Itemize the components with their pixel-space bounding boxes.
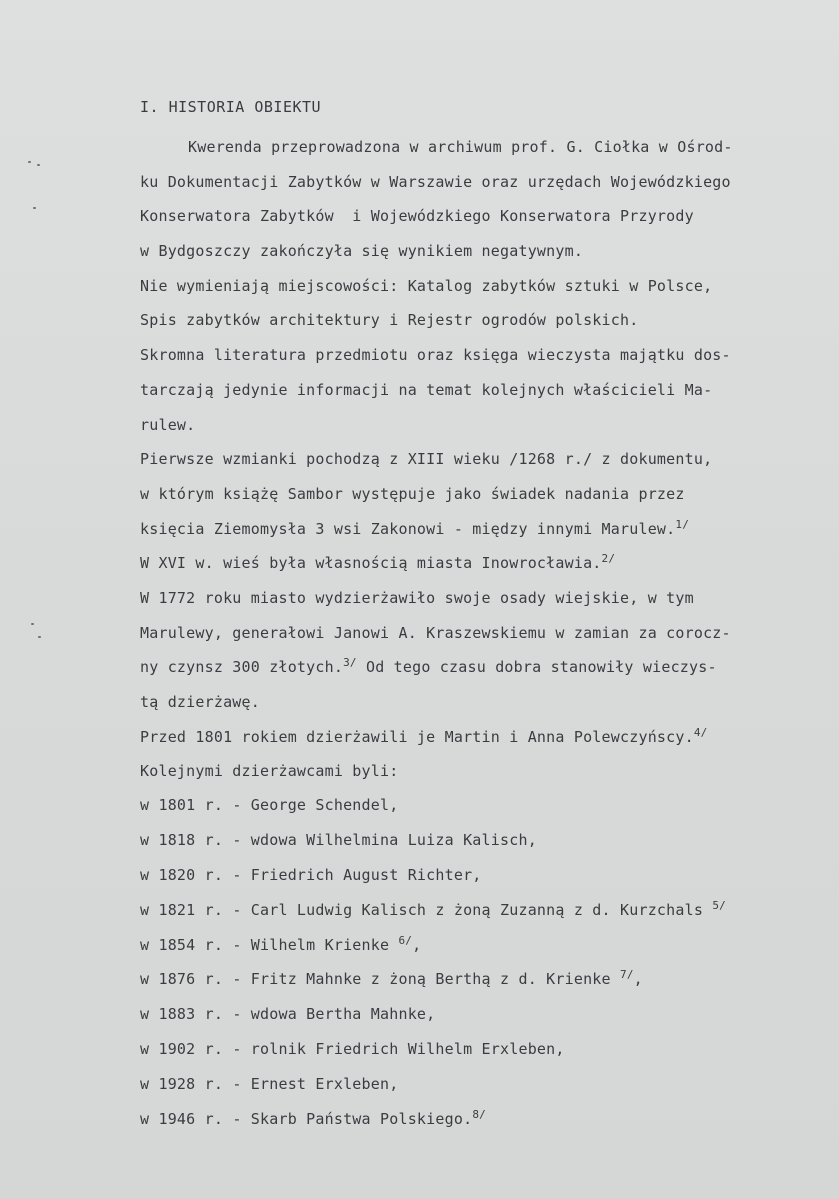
tenant-entry: w 1854 r. - Wilhelm Krienke $^{6/}$, xyxy=(140,933,422,954)
text-line: Skromna literatura przedmiotu oraz księga wieczysta majątku dos- xyxy=(140,346,731,365)
entry-text: - Fritz Mahnke z żoną Berthą z d. Krienke xyxy=(232,970,611,989)
footnote-ref: 3/ xyxy=(343,656,357,670)
entry-year: w 1820 r. xyxy=(140,865,224,884)
footnote-ref: 1/ xyxy=(675,517,690,531)
text-line: Spis zabytków architektury i Rejestr ogrodów polskich. xyxy=(140,311,639,330)
entry-text: - wdowa Bertha Mahnke, xyxy=(232,1005,436,1024)
footnote-ref: 5/ xyxy=(712,898,726,912)
entry-year: w 1876 r. xyxy=(140,970,224,989)
footnote-ref: 7/ xyxy=(620,968,634,982)
footnote-ref: 4/ xyxy=(693,725,708,739)
text-line: tą dzierżawę. xyxy=(140,693,260,711)
footnote-ref: 8/ xyxy=(472,1108,486,1122)
text-line: Nie wymieniają miejscowości: Katalog zabytków sztuki w Polsce, xyxy=(140,276,713,295)
footnote-ref: 2/ xyxy=(601,552,616,566)
entry-text: - Ernest Erxleben, xyxy=(232,1075,399,1094)
entry-year: w 1928 r. xyxy=(140,1075,224,1094)
entry-year: w 1902 r. xyxy=(140,1040,224,1059)
tenant-list xyxy=(140,788,830,1137)
text-line: Marulewy, generałowi Janowi A. Kraszewskiemu w zamian za corocz- xyxy=(140,623,731,642)
tenant-entry xyxy=(140,788,830,823)
entry-text: - Carl Ludwig Kalisch z żoną Zuzanną z d. Kurzchals xyxy=(232,900,704,919)
entry-year: w 1818 r. xyxy=(140,830,224,849)
entry-text: - George Schendel, xyxy=(232,796,399,814)
entry-text: - Wilhelm Krienke xyxy=(232,935,390,954)
tenant-entry xyxy=(140,893,830,928)
margin-mark xyxy=(37,164,40,166)
text-line: ku Dokumentacji Zabytków w Warszawie oraz urzędach Wojewódzkiego xyxy=(140,172,731,191)
margin-mark xyxy=(33,207,36,209)
text-line: w którym książę Sambor występuje jako świadek nadania przez xyxy=(140,484,685,503)
tenant-entry xyxy=(140,1032,830,1067)
entry-year: w 1946 r. xyxy=(140,1110,224,1129)
text-line: W XVI w. wieś była własnością miasta Inowrocławia.$^{2/}$ xyxy=(140,552,616,573)
tenant-entry xyxy=(140,997,830,1032)
footnote-ref: 6/ xyxy=(398,933,413,947)
tenant-entry xyxy=(140,1102,830,1137)
tenant-entry xyxy=(140,858,830,893)
entry-text: - wdowa Wilhelmina Luiza Kalisch, xyxy=(232,830,537,849)
entry-text: - Friedrich August Richter, xyxy=(232,865,482,884)
text-line: Kwerenda przeprowadzona w archiwum prof. G. Ciołka w Ośrod- xyxy=(188,138,733,156)
text-line: tarczają jedynie informacji na temat kolejnych właścicieli Ma- xyxy=(140,380,713,399)
margin-mark xyxy=(31,623,34,625)
body-text xyxy=(140,130,820,789)
text-line: Przed 1801 rokiem dzierżawili je Martin i Anna Polewczyńscy.$^{4/}$ xyxy=(140,725,708,746)
text-line: Konserwatora Zabytków i Wojewódzkiego Konserwatora Przyrody xyxy=(140,207,694,226)
entry-year: w 1801 r. xyxy=(140,796,224,814)
entry-text: - rolnik Friedrich Wilhelm Erxleben, xyxy=(232,1040,565,1059)
tenant-entry xyxy=(140,823,830,858)
entry-text: - Skarb Państwa Polskiego. xyxy=(232,1110,473,1129)
text-line: w Bydgoszczy zakończyła się wynikiem negatywnym. xyxy=(140,242,584,261)
text-line: ny czynsz 300 złotych.$^{3/}$ Od tego czasu dobra stanowiły wieczys- xyxy=(140,656,717,677)
tenant-entry: w 1876 r. - Fritz Mahnke z żoną Berthą z d. Krienke $^{7/}$, xyxy=(140,968,643,989)
entry-year: w 1821 r. xyxy=(140,900,224,919)
entry-year: w 1854 r. xyxy=(140,935,224,954)
text-line: W 1772 roku miasto wydzierżawiło swoje osady wiejskie, w tym xyxy=(140,588,694,607)
tenant-entry xyxy=(140,1067,830,1102)
entry-year: w 1883 r. xyxy=(140,1005,224,1024)
text-line: Kolejnymi dzierżawcami byli: xyxy=(140,762,399,781)
margin-mark xyxy=(38,636,41,638)
text-line: Pierwsze wzmianki pochodzą z XIII wieku /1268 r./ z dokumentu, xyxy=(140,450,713,469)
text-line: księcia Ziemomysła 3 wsi Zakonowi - między innymi Marulew.$^{1/}$ xyxy=(140,517,690,538)
text-line: rulew. xyxy=(140,415,196,434)
section-heading: I. HISTORIA OBIEKTU xyxy=(140,98,322,116)
margin-mark xyxy=(28,161,31,163)
